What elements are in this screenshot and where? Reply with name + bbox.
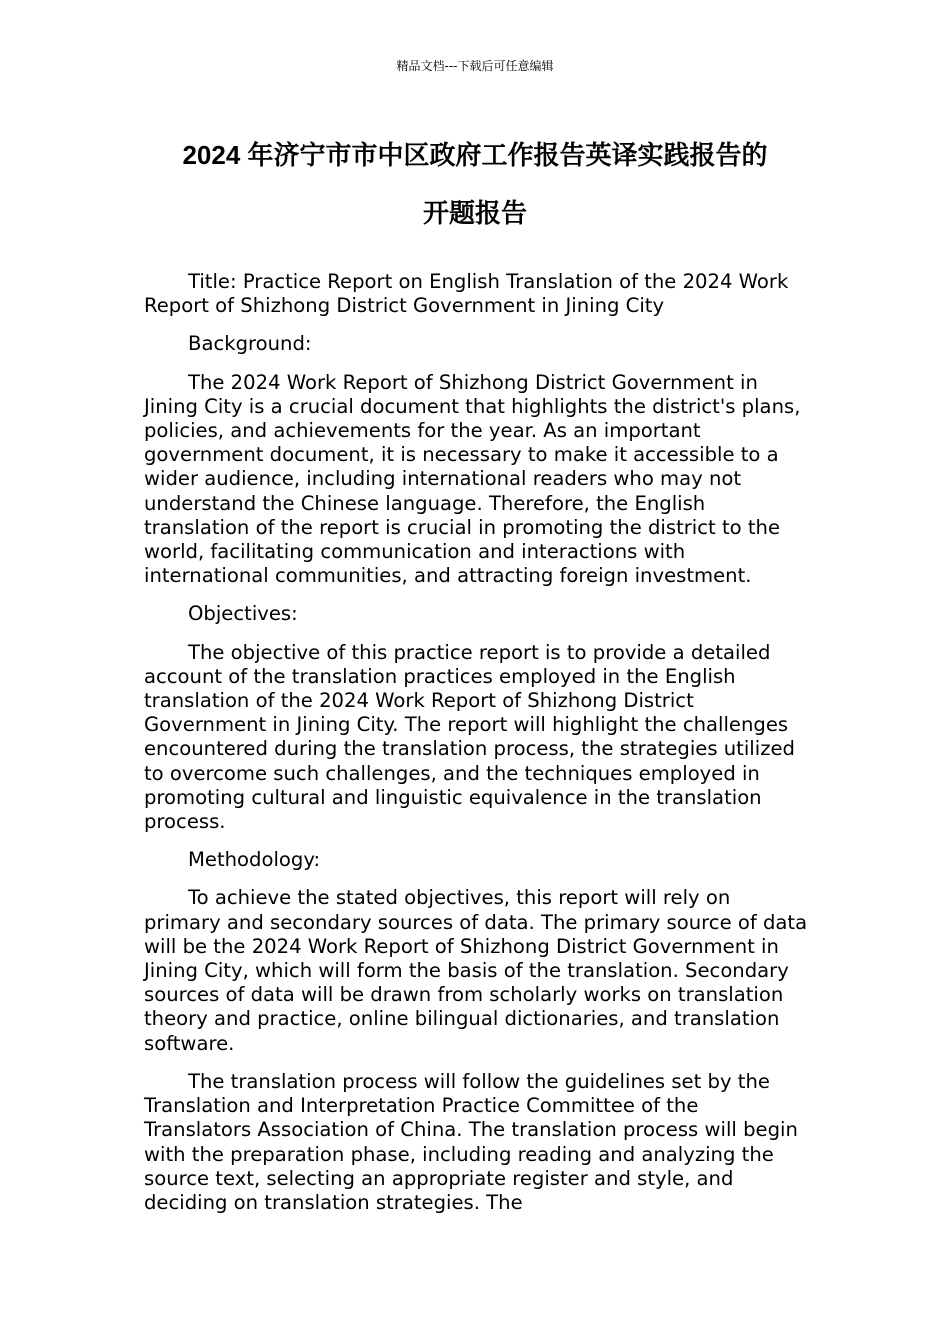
heading-objectives: Objectives:: [188, 602, 298, 626]
paragraph-objectives: The objective of this practice report is to provide a detailed account of the translation practices employed in the English translation of the 2024 Work Report of Shizhong District Government in Jining City. The report will highlight the challenges encountered during the translation process, the strategies utilized to overcome such challenges, and the techniques employed in promoting cultural and linguistic equivalence in the translation process.: [144, 640, 795, 834]
document-title-line-2: 开题报告: [422, 198, 527, 228]
paragraph-background: The 2024 Work Report of Shizhong District Government in Jining City is a crucial document that highlights the district's plans, policies, and achievements for the year. As an important government document, it is necessary to make it accessible to a wider audience, including international readers who may not understand the Chinese language. Therefore, the English translation of the report is crucial in promoting the district to the world, facilitating communication and interactions with international communities, and attracting foreign investment.: [144, 370, 801, 588]
document-body: [144, 270, 808, 1229]
heading-methodology: Methodology:: [188, 848, 321, 872]
heading-background: Background:: [188, 332, 312, 356]
paragraph-title: Title: Practice Report on English Translation of the 2024 Work Report of Shizhong District Government in Jining City: [144, 270, 789, 318]
document-title-line-1: 2024 年济宁市市中区政府工作报告英译实践报告的: [182, 140, 768, 170]
paragraph-methodology-process: The translation process will follow the guidelines set by the Translation and Interpretation Practice Committee of the Translators Association of China. The translation process will begin with the preparation phase, including reading and analyzing the source text, selecting an appropriate register and style, and deciding on translation strategies. The: [144, 1069, 798, 1214]
paragraph-methodology-sources: To achieve the stated objectives, this report will rely on primary and secondary sources of data. The primary source of data will be the 2024 Work Report of Shizhong District Government in Jining City, which will form the basis of the translation. Secondary sources of data will be drawn from scholarly works on translation theory and practice, online bilingual dictionaries, and translation software.: [144, 886, 808, 1055]
page-header: 精品文档---下载后可任意编辑: [396, 59, 554, 73]
